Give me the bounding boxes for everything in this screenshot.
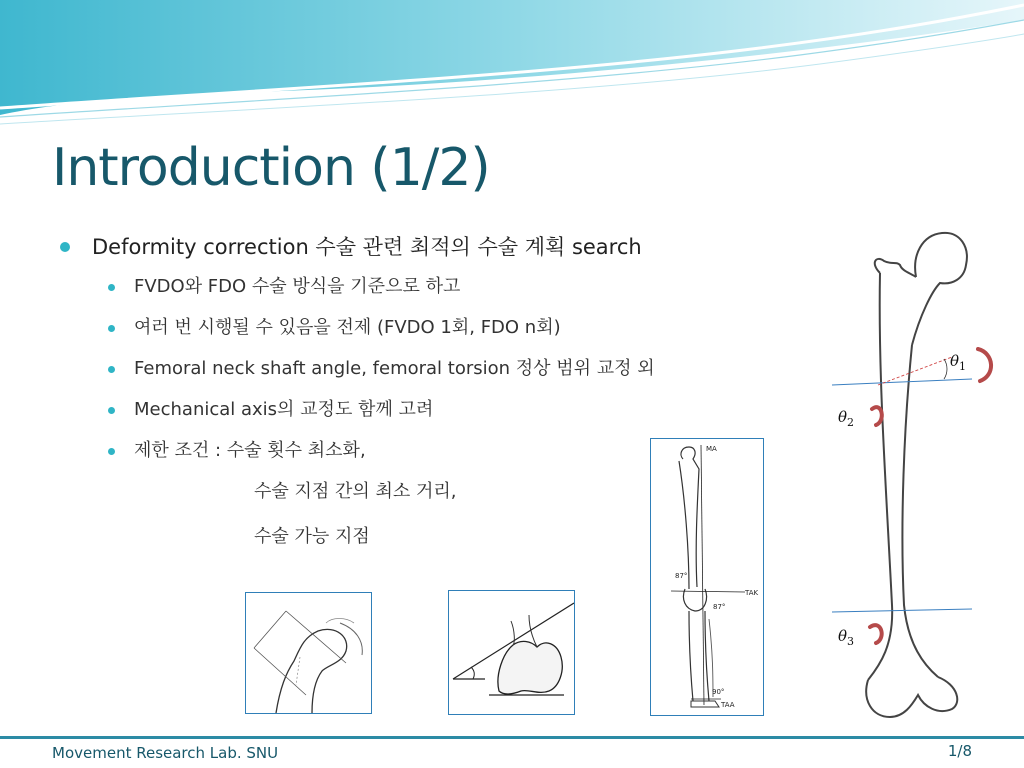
angle-knee-right-label: 87° — [713, 603, 726, 611]
bullet-continuation: 수술 지점 간의 최소 거리, — [254, 481, 457, 502]
bullet-sub-text: 제한 조건 : 수술 횟수 최소화, — [134, 440, 366, 461]
femoral-neck-figure — [245, 592, 372, 714]
header-swoosh — [0, 0, 1024, 130]
bullet-sub-text: 여러 번 시행될 수 있음을 전제 (FVDO 1회, FDO n회) — [134, 317, 561, 338]
bullet-sub — [60, 272, 780, 313]
angle-ankle-label: 90° — [712, 688, 725, 696]
bullet-main-text: Deformity correction 수술 관련 최적의 수술 계획 search — [92, 235, 642, 259]
femur-diagram — [820, 225, 1020, 730]
footer-lab-name: Movement Research Lab. SNU — [52, 744, 279, 762]
theta-2-label: $\theta_2$ — [838, 408, 855, 429]
bullet-sub — [60, 354, 780, 395]
bullet-sub-text: Mechanical axis의 교정도 함께 고려 — [134, 399, 434, 420]
bullet-continuation: 수술 가능 지점 — [254, 526, 370, 547]
distal-femur-sketch — [449, 591, 574, 714]
bullet-dot-icon — [108, 325, 115, 332]
distal-femur-figure — [448, 590, 575, 715]
bullet-dot-icon — [108, 407, 115, 414]
angle-knee-left-label: 87° — [675, 572, 688, 580]
ma-label: MA — [706, 445, 717, 453]
bullet-sub — [60, 313, 780, 354]
taa-label: TAA — [721, 701, 735, 709]
bullet-main — [60, 232, 780, 272]
bullet-sub — [60, 395, 780, 436]
lower-limb-sketch — [651, 439, 763, 715]
mechanical-axis-figure — [650, 438, 764, 716]
bullet-sub-text: Femoral neck shaft angle, femoral torsion 정상 범위 교정 외 — [134, 358, 655, 379]
bullet-dot-icon — [108, 448, 115, 455]
slide-title: Introduction (1/2) — [52, 138, 490, 198]
theta-3-label: $\theta_3$ — [838, 627, 855, 648]
theta-1-label: $\theta_1$ — [950, 352, 967, 373]
footer-divider — [0, 736, 1024, 739]
bullet-dot-icon — [108, 284, 115, 291]
page-number: 1/8 — [947, 742, 972, 760]
bullet-dot-icon — [108, 366, 115, 373]
bullet-sub-text: FVDO와 FDO 수술 방식을 기준으로 하고 — [134, 276, 461, 297]
femoral-neck-sketch — [246, 593, 371, 713]
tak-label: TAK — [745, 589, 759, 597]
bullet-dot-icon — [60, 242, 70, 252]
